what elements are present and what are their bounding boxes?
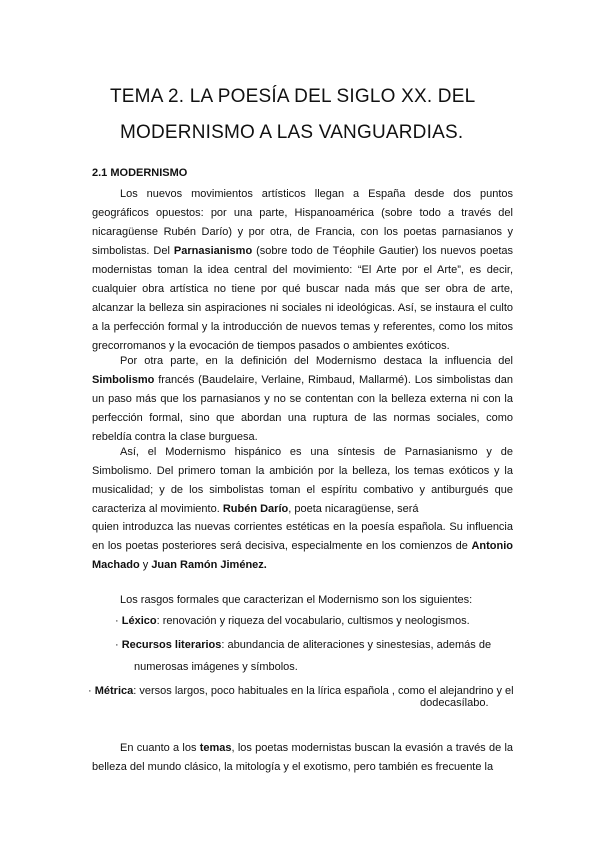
paragraph-temas: [92, 739, 513, 777]
bullet: ·: [115, 615, 119, 627]
feature-metrica-text: : versos largos, poco habituales en la lírica española , como el alejandrino y el: [133, 685, 514, 697]
p3-bold-ruben-dario: Rubén Darío: [222, 503, 289, 515]
paragraph-sintesis: [92, 443, 513, 519]
features-intro: Los rasgos formales que caracterizan el Modernismo son los siguientes:: [120, 594, 473, 606]
p1-text-2: (sobre todo de Téophile Gautier) los nuevos poetas modernistas toman la idea central del movimiento: “El Arte por el Arte”, es decir, cualquier obra artística no tiene por qué buscar nada más que ser obra de arte, alcanzar la belleza sin aspiraciones ni sociales ni ideológicas. Así, se instaura el culto a la perfección formal y la introducción de nuevos temas y referentes, como los mitos grecorromanos y la evocación de tiempos pasados o ambientes exóticos.: [92, 245, 513, 352]
feature-metrica: [88, 685, 514, 697]
p1-text-1: Los nuevos movimientos artísticos llegan a España desde dos puntos geográficos opuestos: por una parte, Hispanoamérica (sobre todo a través del nicaragüense Rubén Darío) y por otra, de Francia, con los poetas parnasianos y simbolistas. Del: [92, 188, 513, 257]
feature-lexico-text: : renovación y riqueza del vocabulario, cultismos y neologismos.: [156, 615, 470, 627]
section-heading: 2.1 MODERNISMO: [92, 167, 188, 179]
p2-text-2: francés (Baudelaire, Verlaine, Rimbaud, Mallarmé). Los simbolistas dan un paso más que los parnasianos y no se contentan con la belleza externa ni con la perfección formal, sino que abordan una ruptura de las normas sociales, como rebeldía contra la clase burguesa.: [92, 374, 513, 443]
feature-recursos-text: : abundancia de aliteraciones y sinestesias, además de: [221, 639, 492, 651]
p2-text-1: Por otra parte, en la definición del Modernismo destaca la influencia del: [120, 355, 513, 367]
paragraph-parnasianismo: [92, 185, 513, 356]
p5-bold-temas: temas: [199, 742, 232, 754]
feature-lexico: [115, 615, 470, 627]
feature-metrica-label: Métrica: [94, 685, 134, 697]
p4-text-2: y: [139, 559, 152, 571]
p5-text-1: En cuanto a los: [120, 742, 200, 754]
p4-text-1: quien introduzca las nuevas corrientes estéticas en la poesía española. Su influencia en los poetas posteriores será decisiva, especialmente en los comienzos de: [92, 521, 513, 552]
p4-bold-machado: Antonio Machado: [92, 540, 513, 571]
title-line-1: TEMA 2. LA POESÍA DEL SIGLO XX. DEL: [110, 86, 476, 107]
p5-text-2: , los poetas modernistas buscan la evasión a través de la belleza del mundo clásico, la mitología y el exotismo, pero también es frecuente la: [92, 742, 514, 773]
bullet: ·: [88, 685, 92, 697]
feature-recursos-continuation: numerosas imágenes y símbolos.: [134, 661, 298, 673]
feature-recursos: [115, 639, 491, 651]
feature-recursos-label: Recursos literarios: [121, 639, 222, 651]
paragraph-simbolismo: [92, 352, 513, 447]
p2-bold-simbolismo: Simbolismo: [92, 374, 155, 386]
title-line-2: MODERNISMO A LAS VANGUARDIAS.: [120, 122, 464, 143]
p4-bold-jimenez: Juan Ramón Jiménez.: [151, 559, 267, 571]
p3-text-1: Así, el Modernismo hispánico es una síntesis de Parnasianismo y de Simbolismo. Del primero toman la ambición por la belleza, los temas exóticos y la musicalidad; y de los simbolistas toman el espíritu combativo y antiburgués que caracteriza al movimiento.: [92, 446, 513, 515]
paragraph-influencia: [92, 518, 513, 575]
p1-bold-parnasianismo: Parnasianismo: [173, 245, 253, 257]
p3-text-2: , poeta nicaragüense, será: [288, 503, 419, 515]
bullet: ·: [115, 639, 119, 651]
feature-lexico-label: Léxico: [121, 615, 157, 627]
feature-metrica-continuation: dodecasílabo.: [420, 697, 489, 709]
